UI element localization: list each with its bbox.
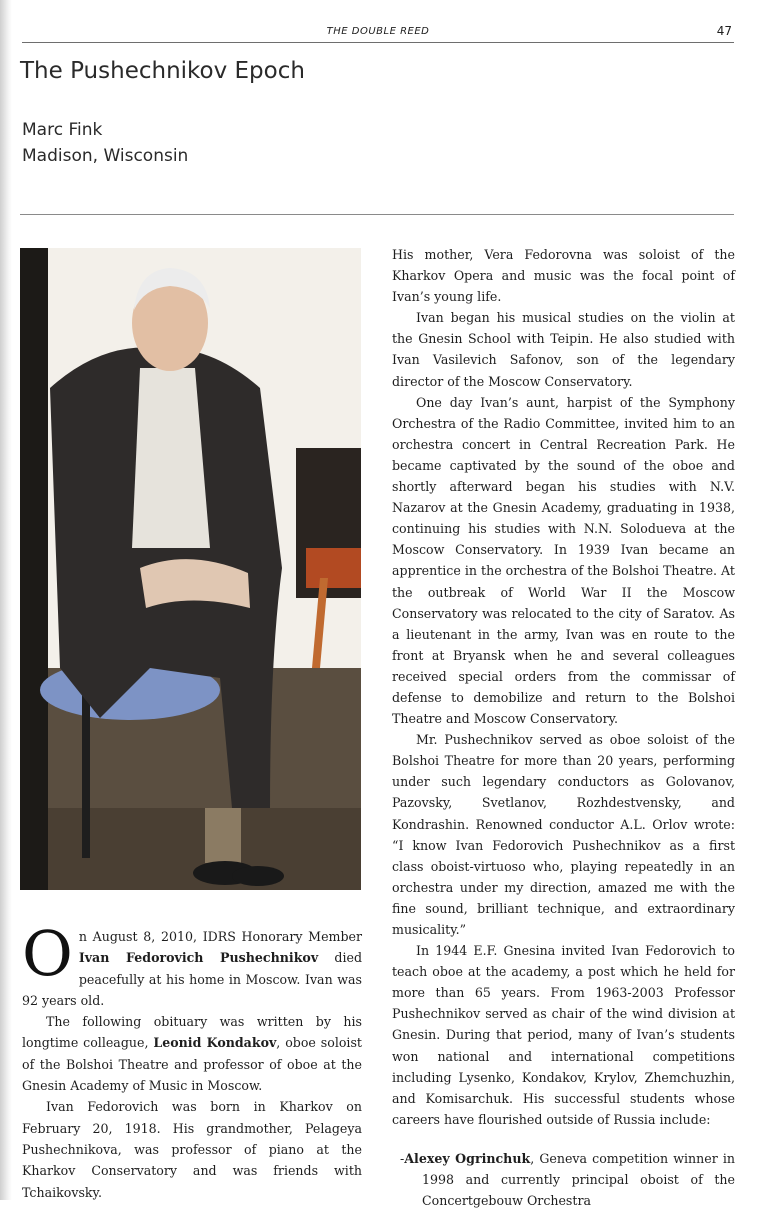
paragraph-text: n August 8, 2010, IDRS Honorary Member <box>78 929 362 944</box>
title-divider <box>20 214 734 215</box>
body-paragraph <box>22 917 363 1011</box>
author-location: Madison, Wisconsin <box>22 146 189 166</box>
author-name: Marc Fink <box>22 120 103 140</box>
paragraph-text: The following obituary was written by his longtime colleague, <box>22 1014 362 1051</box>
article-title: The Pushechnikov Epoch <box>20 58 305 84</box>
right-text-column <box>392 244 735 1211</box>
paragraph-text: , oboe soloist of the Bolshoi Theatre and professor of oboe at the Gnesin Academy of Music in Moscow. <box>22 1035 362 1094</box>
drop-cap: O <box>22 917 73 990</box>
page-number: 47 <box>716 24 732 38</box>
body-paragraph: In 1944 E.F. Gnesina invited Ivan Fedorovich to teach oboe at the academy, a post which he held for more than 65 years. From 1963-2003 Professor Pushechnikov served as chair of the wind division at Gnesin. During that period, many of Ivan’s students won national and international competitions including Lysenko, Kondakov, Krylov, Zhemchuzhin, and Komisarchuk. His successful students whose careers have flourished outside of Russia include: <box>392 943 735 1127</box>
portrait-photo <box>20 248 361 890</box>
portrait-photo-image <box>20 248 361 890</box>
colleague-name: Leonid Kondakov <box>153 1035 277 1051</box>
journal-name: THE DOUBLE REED <box>326 26 430 37</box>
running-header <box>22 24 734 43</box>
body-paragraph: One day Ivan’s aunt, harpist of the Symphony Orchestra of the Radio Committee, invited him to an orchestra concert in Central Recreation Park. He became captivated by the sound of the oboe and shortly afterward began his studies with N.V. Nazarov at the Gnesin Academy, graduating in 1938, continuing his studies with N.N. Solodueva at the Moscow Conservatory. In 1939 Ivan became an apprentice in the orchestra of the Bolshoi Theatre. At the outbreak of World War II the Moscow Conservatory was relocated to the city of Saratov. As a lieutenant in the army, Ivan was en route to the front at Bryansk when he and several colleagues received special orders from the commissar of defense to demobilize and return to the Bolshoi Theatre and Moscow Conservatory. <box>392 394 735 727</box>
student-list-item <box>392 1148 735 1211</box>
student-name: Alexey Ogrinchuk <box>404 1150 531 1166</box>
page-edge-shadow <box>0 0 12 1200</box>
body-paragraph: Mr. Pushechnikov served as oboe soloist of the Bolshoi Theatre for more than 20 years, performing under such legendary conductors as Golovanov, Pazovsky, Svetlanov, Rozhdestvensky, and Kondrashin. Renowned conductor A.L. Orlov wrote: “I know Ivan Fedorovich Pushechnikov as a first class oboist-virtuoso who, playing repeatedly in an orchestra under my direction, amazed me with the fine sound, brilliant technique, and extraordinary musicality.” <box>392 732 735 937</box>
body-paragraph: His mother, Vera Fedorovna was soloist of the Kharkov Opera and music was the focal point of Ivan’s young life. <box>392 247 735 305</box>
list-dash: - <box>400 1150 405 1166</box>
honoree-name: Ivan Fedorovich Pushechnikov <box>78 950 319 966</box>
body-paragraph <box>22 1011 362 1096</box>
body-paragraph: Ivan began his musical studies on the violin at the Gnesin School with Teipin. He also studied with Ivan Vasilevich Safonov, son of the legendary director of the Moscow Conservatory. <box>392 310 735 389</box>
body-paragraph: Ivan Fedorovich was born in Kharkov on February 20, 1918. His grandmother, Pelageya Pushechnikova, was professor of piano at the Kharkov Conservatory and was friends with Tchaikovsky. <box>22 1099 362 1200</box>
left-text-column <box>22 917 363 1203</box>
list-item-text: , Geneva competition winner in 1998 and currently principal oboist of the Concertgebouw Orchestra <box>422 1150 735 1209</box>
paragraph-text: died peacefully at his home in Moscow. Ivan was 92 years old. <box>22 950 363 1008</box>
